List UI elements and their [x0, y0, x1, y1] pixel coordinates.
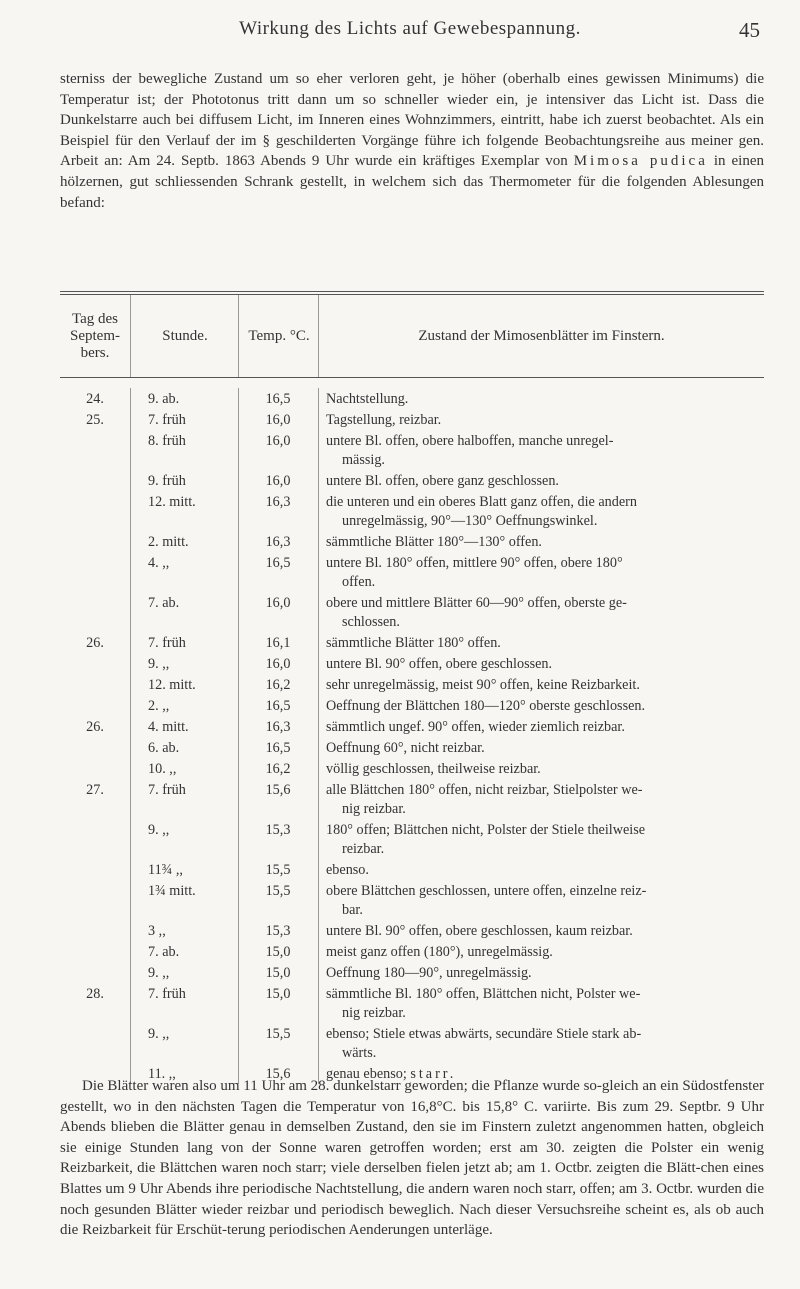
table-row [60, 632, 764, 653]
state-text-continued: offen. [342, 574, 376, 590]
table-row [60, 409, 764, 430]
hour-cell: 7. ab. [148, 944, 180, 960]
state-cell [318, 491, 764, 531]
table-row [60, 695, 764, 716]
state-text-continued: bar. [342, 902, 363, 918]
day-cell: 28. [86, 986, 104, 1002]
hour-cell: 2. mitt. [148, 534, 189, 550]
state-text: sämmtliche Blätter 180°—130° offen. [326, 534, 542, 550]
table-row [60, 779, 764, 819]
observation-table [60, 291, 764, 1084]
hour-cell: 7. früh [148, 412, 186, 428]
table-row [60, 674, 764, 695]
state-text: Oeffnung 180—90°, unregelmässig. [326, 965, 532, 981]
day-cell [60, 552, 130, 554]
state-text: untere Bl. 180° offen, mittlere 90° offen, obere 180° [326, 555, 623, 571]
state-cell [318, 1023, 764, 1063]
hour-cell: 9. ,, [148, 656, 170, 672]
day-cell: 26. [86, 635, 104, 651]
hour-cell: 9. ,, [148, 1026, 170, 1042]
day-cell [60, 531, 130, 533]
header-day: Tag des Septem-bers. [70, 310, 120, 361]
state-cell [318, 430, 764, 470]
table-row [60, 737, 764, 758]
column-divider [238, 388, 239, 1084]
state-cell [318, 779, 764, 819]
hour-cell: 11. ,, [148, 1066, 176, 1082]
state-cell [318, 859, 764, 880]
header-state: Zustand der Mimosenblätter im Finstern. [318, 295, 764, 377]
day-cell [60, 737, 130, 739]
state-text: sämmtliche Blätter 180° offen. [326, 635, 501, 651]
hour-cell: 7. ab. [148, 595, 180, 611]
state-emphasis: starr. [410, 1066, 457, 1082]
temp-cell: 16,5 [265, 698, 291, 714]
day-cell [60, 859, 130, 861]
table-row [60, 470, 764, 491]
hour-cell: 12. mitt. [148, 677, 196, 693]
hour-cell: 8. früh [148, 433, 186, 449]
temp-cell: 15,3 [265, 822, 291, 838]
table-row [60, 430, 764, 470]
hour-cell: 7. früh [148, 986, 186, 1002]
day-cell [60, 653, 130, 655]
hour-cell: 1¾ mitt. [148, 883, 196, 899]
state-cell [318, 592, 764, 632]
table-row [60, 592, 764, 632]
temp-cell: 16,2 [265, 761, 291, 777]
day-cell [60, 470, 130, 472]
hour-cell: 4. mitt. [148, 719, 189, 735]
table-row [60, 552, 764, 592]
table-row [60, 653, 764, 674]
state-text: untere Bl. offen, obere halboffen, manche unregel- [326, 433, 614, 449]
running-title: Wirkung des Lichts auf Gewebespannung. [239, 18, 581, 39]
state-text: obere und mittlere Blätter 60—90° offen, oberste ge- [326, 595, 627, 611]
table-header [60, 295, 764, 378]
state-text: untere Bl. offen, obere ganz geschlossen. [326, 473, 559, 489]
state-text: untere Bl. 90° offen, obere geschlossen. [326, 656, 553, 672]
state-cell [318, 552, 764, 592]
table-body [60, 388, 764, 1084]
temp-cell: 16,0 [265, 433, 291, 449]
temp-cell: 15,6 [265, 1066, 291, 1082]
day-cell [60, 941, 130, 943]
state-text-continued: mässig. [342, 452, 385, 468]
intro-text-after: in einen hölzernen, gut schliessenden Schrank gestellt, in welchem sich das Thermometer für die folgenden Ablesungen befand: [60, 153, 764, 211]
species-name: Mimosa pudica [573, 153, 708, 170]
state-text: Oeffnung 60°, nicht reizbar. [326, 740, 485, 756]
temp-cell: 16,0 [265, 656, 291, 672]
hour-cell: 12. mitt. [148, 494, 196, 510]
state-text: meist ganz offen (180°), unregelmässig. [326, 944, 553, 960]
state-cell [318, 470, 764, 491]
day-cell [60, 592, 130, 594]
state-text: ebenso. [326, 862, 369, 878]
table-row [60, 388, 764, 409]
temp-cell: 16,0 [265, 412, 291, 428]
state-text: genau ebenso; [326, 1066, 411, 1082]
state-cell [318, 758, 764, 779]
state-cell [318, 695, 764, 716]
table-row [60, 941, 764, 962]
intro-text-before: sterniss der bewegliche Zustand um so eher verloren geht, je höher (oberhalb eines gewissen Minimums) die Temperatur ist; der Phototonus tritt dann um so schneller wieder ein, je intensiver das Licht ist. Dass die Dunkelstarre auch bei diffusem Licht, im Inneren eines Wohnzimmers, eintritt, habe ich zuerst beobachtet. Als ein Beispiel für den Verlauf der im § geschilderten Vorgänge führe ich folgende Beobachtungsreihe aus meiner gen. Arbeit an: Am 24. Septb. 1863 Abends 9 Uhr wurde ein kräftiges Exemplar von [60, 71, 764, 170]
page-number: 45 [739, 18, 760, 42]
state-text-continued: nig reizbar. [342, 1005, 406, 1021]
day-cell [60, 430, 130, 432]
temp-cell: 15,0 [265, 986, 291, 1002]
state-text: sämmtlich ungef. 90° offen, wieder ziemlich reizbar. [326, 719, 625, 735]
hour-cell: 6. ab. [148, 740, 180, 756]
state-cell [318, 632, 764, 653]
state-cell [318, 388, 764, 409]
state-cell [318, 737, 764, 758]
temp-cell: 16,3 [265, 719, 291, 735]
hour-cell: 9. früh [148, 473, 186, 489]
temp-cell: 15,0 [265, 965, 291, 981]
hour-cell: 9. ab. [148, 391, 180, 407]
closing-paragraph: Die Blätter waren also um 11 Uhr am 28. dunkelstarr geworden; die Pflanze wurde so-gleich an ein Südostfenster gestellt, wo in den nächsten Tagen die Temperatur von 16,8°C. bis 15,8° C. variirte. Bis zum 29. Septbr. 9 Uhr Abends blieben die Blätter genau in demselben Zustand, den sie im Finstern zuletzt angenommen hatten, obgleich sie einige Stunden lang von der Sonne waren getroffen worden; erst am 30. zeigten die Polster ein wenig Reizbarkeit, die Blättchen waren noch starr; viele derselben fielen jetzt ab; am 1. Octbr. zeigten die Blätt-chen eines Blattes um 9 Uhr Abends ihre periodische Nachtstellung, die andern waren noch starr, offen; am 3. Octbr. wurden die noch gesunden Blätter wieder reizbar und periodisch beweglich. Nach dieser Versuchsreihe scheint es, als ob auch die Reizbarkeit für Erschüt-terung periodischen Aenderungen unterläge. [60, 1078, 764, 1239]
hour-cell: 9. ,, [148, 965, 170, 981]
state-cell [318, 531, 764, 552]
table-row [60, 1023, 764, 1063]
temp-cell: 16,5 [265, 740, 291, 756]
state-cell [318, 880, 764, 920]
day-cell [60, 920, 130, 922]
header-temp: Temp. °C. [238, 295, 319, 377]
state-cell [318, 819, 764, 859]
hour-cell: 7. früh [148, 782, 186, 798]
state-text: 180° offen; Blättchen nicht, Polster der Stiele theilweise [326, 822, 646, 838]
state-text: alle Blättchen 180° offen, nicht reizbar, Stielpolster we- [326, 782, 643, 798]
state-text: Tagstellung, reizbar. [326, 412, 442, 428]
table-row [60, 962, 764, 983]
table-row [60, 920, 764, 941]
day-cell: 27. [86, 782, 104, 798]
temp-cell: 15,5 [265, 883, 291, 899]
state-cell [318, 716, 764, 737]
day-cell [60, 758, 130, 760]
hour-cell: 11¾ ,, [148, 862, 183, 878]
temp-cell: 16,5 [265, 555, 291, 571]
temp-cell: 16,5 [265, 391, 291, 407]
temp-cell: 16,3 [265, 494, 291, 510]
intro-paragraph [60, 69, 764, 213]
day-cell: 24. [86, 391, 104, 407]
hour-cell: 9. ,, [148, 822, 170, 838]
state-text-continued: unregelmässig, 90°—130° Oeffnungswinkel. [342, 513, 598, 529]
hour-cell: 4. ,, [148, 555, 170, 571]
state-cell [318, 983, 764, 1023]
day-cell: 26. [86, 719, 104, 735]
state-cell [318, 674, 764, 695]
state-text: obere Blättchen geschlossen, untere offen, einzelne reiz- [326, 883, 647, 899]
state-text: die unteren und ein oberes Blatt ganz offen, die andern [326, 494, 637, 510]
temp-cell: 15,6 [265, 782, 291, 798]
table-row [60, 819, 764, 859]
day-cell [60, 962, 130, 964]
state-text: völlig geschlossen, theilweise reizbar. [326, 761, 541, 777]
state-text: ebenso; Stiele etwas abwärts, secundäre Stiele stark ab- [326, 1026, 642, 1042]
hour-cell: 2. ,, [148, 698, 170, 714]
state-cell [318, 409, 764, 430]
state-text-continued: schlossen. [342, 614, 400, 630]
column-divider [130, 388, 131, 1084]
temp-cell: 15,5 [265, 1026, 291, 1042]
state-text: sehr unregelmässig, meist 90° offen, keine Reizbarkeit. [326, 677, 640, 693]
day-cell [60, 880, 130, 882]
page-header [60, 18, 760, 48]
header-hour: Stunde. [130, 295, 239, 377]
day-cell: 25. [86, 412, 104, 428]
state-text: sämmtliche Bl. 180° offen, Blättchen nicht, Polster we- [326, 986, 641, 1002]
table-row [60, 491, 764, 531]
table-row [60, 716, 764, 737]
table-row [60, 859, 764, 880]
state-text-continued: reizbar. [342, 841, 385, 857]
state-cell [318, 941, 764, 962]
state-cell [318, 962, 764, 983]
day-cell [60, 491, 130, 493]
state-text-continued: wärts. [342, 1045, 377, 1061]
table-row [60, 983, 764, 1023]
temp-cell: 16,2 [265, 677, 291, 693]
state-cell [318, 653, 764, 674]
column-divider [318, 388, 319, 1084]
table-row [60, 531, 764, 552]
temp-cell: 16,1 [265, 635, 291, 651]
table-row [60, 758, 764, 779]
state-cell [318, 920, 764, 941]
temp-cell: 15,0 [265, 944, 291, 960]
day-cell [60, 819, 130, 821]
temp-cell: 16,0 [265, 473, 291, 489]
temp-cell: 16,3 [265, 534, 291, 550]
state-text: Nachtstellung. [326, 391, 409, 407]
hour-cell: 3 ,, [148, 923, 166, 939]
state-text: Oeffnung der Blättchen 180—120° oberste geschlossen. [326, 698, 646, 714]
temp-cell: 16,0 [265, 595, 291, 611]
hour-cell: 10. ,, [148, 761, 177, 777]
day-cell [60, 695, 130, 697]
temp-cell: 15,5 [265, 862, 291, 878]
day-cell [60, 1063, 130, 1065]
state-text-continued: nig reizbar. [342, 801, 406, 817]
hour-cell: 7. früh [148, 635, 186, 651]
state-text: untere Bl. 90° offen, obere geschlossen, kaum reizbar. [326, 923, 633, 939]
temp-cell: 15,3 [265, 923, 291, 939]
day-cell [60, 674, 130, 676]
table-row [60, 880, 764, 920]
day-cell [60, 1023, 130, 1025]
